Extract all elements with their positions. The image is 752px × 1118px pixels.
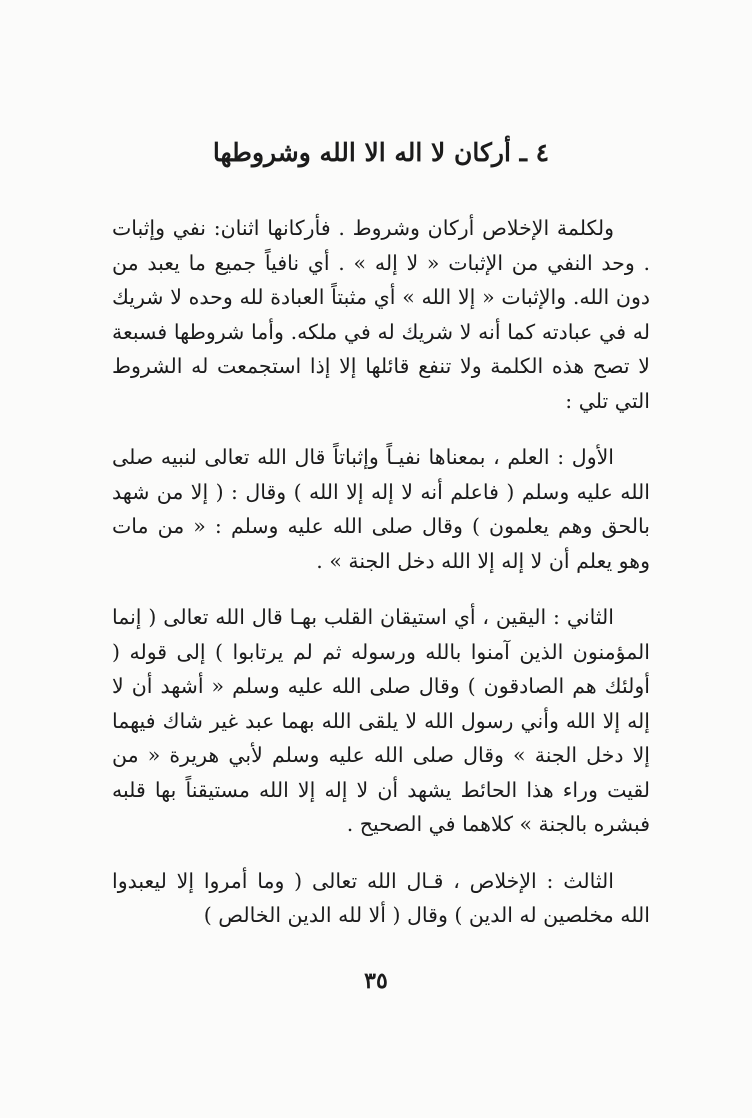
paragraph-second-condition: الثاني : اليقين ، أي استيقان القلب بهـا قال الله تعالى ( إنما المؤمنون الذين آمنوا بالله ورسوله ثم لم يرتابوا ) إلى قوله ( أولئك هم الصادقون ) وقال صلى الله عليه وسلم « أشهد أن لا إله إلا الله وأني رسول الله لا يلقى الله بهما عبد غير شاك فيهما إلا دخل الجنة » وقال صلى الله عليه وسلم لأبي هريرة « من لقيت وراء هذا الحائط يشهد أن لا إله إلا الله مستيقناً بها قلبه فبشره بالجنة » كلاهما في الصحيح . xyxy=(112,605,650,836)
page-content xyxy=(112,138,650,955)
paragraph-third-condition: الثالث : الإخلاص ، قـال الله تعالى ( وما أمروا إلا ليعبدوا الله مخلصين له الدين ) وقال ( ألا لله الدين الخالص ) xyxy=(112,868,650,927)
paragraph-first-condition: الأول : العلم ، بمعناها نفيـاً وإثباتاً قال الله تعالى لنبيه صلى الله عليه وسلم ( فاعلم أنه لا إله إلا الله ) وقال : ( إلا من شهد بالحق وهم يعلمون ) وقال صلى الله عليه وسلم : « من مات وهو يعلم أن لا إله إلا الله دخل الجنة » . xyxy=(112,445,650,573)
page-number: ٣٥ xyxy=(364,968,388,994)
chapter-heading: ٤ ـ أركان لا اله الا الله وشروطها xyxy=(212,138,550,167)
paragraph-intro: ولكلمة الإخلاص أركان وشروط . فأركانها اثنان: نفي وإثبات . وحد النفي من الإثبات « لا إله » . أي نافياً جميع ما يعبد من دون الله. والإثبات « إلا الله » أي مثبتاً العبادة لله وحده لا شريك له في عبادته كما أنه لا شريك له في ملكه. وأما شروطها فسبعة لا تصح هذه الكلمة ولا تنفع قائلها إلا إذا استجمعت له الشروط التي تلي : xyxy=(112,216,650,413)
